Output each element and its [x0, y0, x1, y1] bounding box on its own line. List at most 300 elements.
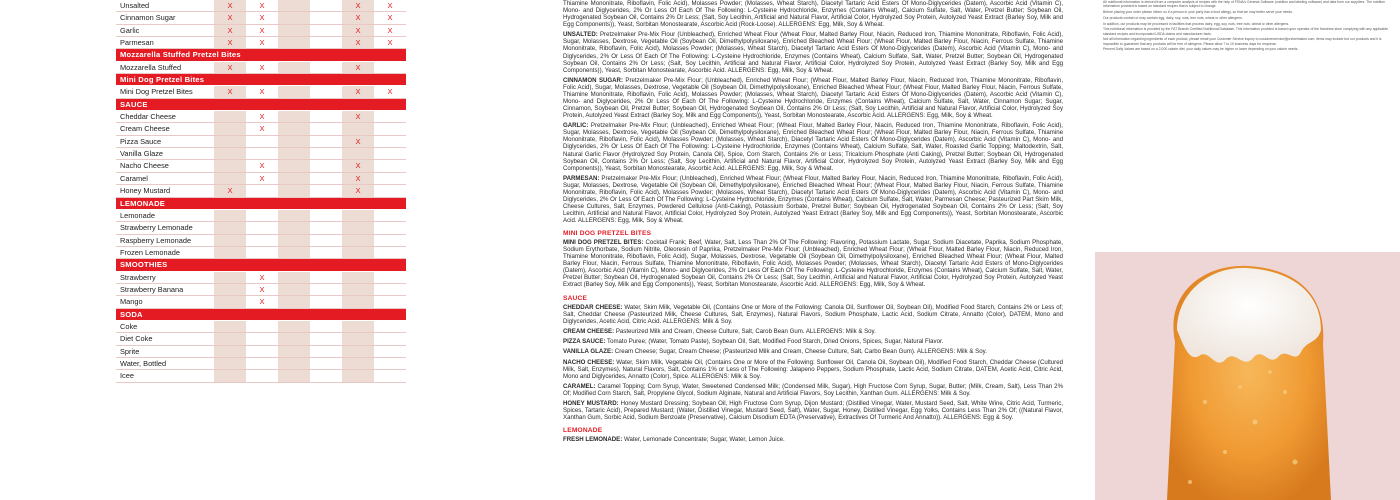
matrix-column-cell — [278, 160, 310, 171]
matrix-column-cell — [310, 333, 342, 344]
matrix-column-cell — [310, 74, 342, 85]
matrix-column-cell — [214, 123, 246, 134]
matrix-column-cell — [342, 247, 374, 258]
matrix-row-label: SODA — [120, 309, 143, 319]
ingredient-product-name: PIZZA SAUCE: — [563, 338, 606, 346]
matrix-column-cell — [278, 86, 310, 97]
matrix-row-label: Cheddar Cheese — [120, 112, 176, 122]
matrix-column-cell — [342, 346, 374, 357]
matrix-column-cell — [214, 333, 246, 344]
matrix-row-label: Water, Bottled — [120, 358, 167, 368]
matrix-row — [116, 136, 406, 148]
allergen-x-mark: X — [355, 38, 361, 48]
allergen-x-mark: X — [259, 173, 265, 183]
matrix-row-label: SAUCE — [120, 99, 148, 109]
matrix-row — [116, 148, 406, 160]
matrix-column-cell — [374, 136, 406, 147]
ingredient-paragraph — [563, 328, 1063, 335]
matrix-column-cell — [214, 321, 246, 332]
ingredient-product-name: PARMESAN: — [563, 174, 600, 182]
matrix-column-cell — [278, 62, 310, 73]
matrix-row-label: Raspberry Lemonade — [120, 235, 192, 245]
matrix-column-cell — [310, 284, 342, 295]
disclaimer-paragraph: Our products contain or may contain egg, dairy, soy, nuts, tree nuts, wheat or other allergens. — [1103, 15, 1243, 20]
matrix-column-cell — [214, 148, 246, 159]
matrix-column-cell — [374, 272, 406, 283]
pretzel-bites-ingredients — [563, 31, 1063, 224]
lemonade-ingredients — [563, 436, 1063, 443]
matrix-column-cell — [246, 99, 278, 110]
matrix-column-cell — [374, 123, 406, 134]
matrix-row — [116, 358, 406, 370]
matrix-column-cell — [246, 321, 278, 332]
matrix-column-cell — [214, 235, 246, 246]
matrix-column-cell — [278, 210, 310, 221]
allergen-x-mark: X — [259, 284, 265, 294]
matrix-row-label: Icee — [120, 371, 134, 381]
matrix-column-cell — [214, 284, 246, 295]
matrix-row — [116, 25, 406, 37]
ingredient-list-text: Pasteurized Milk and Cream, Cheese Culture, Salt, Carob Bean Gum. ALLERGENS: Milk & Soy. — [614, 327, 876, 335]
allergen-x-mark: X — [259, 13, 265, 23]
matrix-column-cell — [246, 333, 278, 344]
allergen-x-mark: X — [355, 136, 361, 146]
matrix-column-cell — [278, 284, 310, 295]
matrix-column-cell — [310, 123, 342, 134]
matrix-row-label: Parmesan — [120, 38, 154, 48]
matrix-column-cell — [310, 346, 342, 357]
matrix-column-cell — [278, 123, 310, 134]
matrix-column-cell — [246, 74, 278, 85]
matrix-row-label: Mozzarella Stuffed Pretzel Bites — [120, 50, 241, 60]
matrix-column-cell — [214, 346, 246, 357]
matrix-column-cell — [278, 198, 310, 209]
matrix-column-cell — [342, 222, 374, 233]
matrix-column-cell — [246, 247, 278, 258]
allergen-x-mark: X — [387, 25, 393, 35]
matrix-column-cell — [278, 259, 310, 270]
matrix-row — [116, 296, 406, 308]
matrix-column-cell — [374, 185, 406, 196]
ingredient-product-name: NACHO CHEESE: — [563, 358, 615, 366]
matrix-column-cell — [310, 272, 342, 283]
matrix-column-cell — [342, 321, 374, 332]
matrix-row-label: Mango — [120, 297, 143, 307]
matrix-column-cell — [278, 370, 310, 381]
ingredient-paragraph — [563, 359, 1063, 380]
matrix-column-cell — [214, 358, 246, 369]
matrix-column-cell — [342, 358, 374, 369]
allergen-x-mark: X — [259, 161, 265, 171]
matrix-column-cell — [374, 198, 406, 209]
matrix-column-cell — [214, 198, 246, 209]
ingredient-paragraph — [563, 77, 1063, 119]
ingredient-product-name: FRESH LEMONADE: — [563, 436, 623, 444]
matrix-row — [116, 12, 406, 24]
allergen-x-mark: X — [355, 112, 361, 122]
matrix-column-cell — [310, 185, 342, 196]
allergen-x-mark: X — [227, 1, 233, 10]
matrix-column-cell — [278, 296, 310, 307]
allergen-x-mark: X — [355, 173, 361, 183]
matrix-column-cell — [342, 259, 374, 270]
matrix-column-cell — [214, 136, 246, 147]
matrix-column-cell — [246, 346, 278, 357]
ingredient-list-text: Pretzelmaker Pre-Mix Flour (Unbleached), Enriched Wheat Flour (Wheat Flour, Malted Barley Flour, Niacin, Reduced Iron, Thiamine Mononitrate, Riboflavin, Folic Acid), Sugar, Molasses, Dextrose, Vegetable Oil (Soybean Oil, Dimethylpolysiloxane), Enriched Bleached Wheat Flour; (Wheat Flour, Malted Barley Flour, Niacin, Ferrous Sulfate, Thiamine Mononitrate, Riboflavin, Folic Acid), Molasses Powder; (Molasses, Wheat Starch), Diacetyl Tartaric Acid Esters Of Mono-Diglycerides (Datem), Ascorbic Acid (Vitamin C), Mono- and Diglycerides, 2% Or Less Of Each Of The Following: L-Cysteine Hydrochloride, Enzymes (Contains Wheat), Calcium Sulfate, Salt, Water, Pretzel Butter; Soybean Oil, Hydrogenated Soybean Oil, Contains 2% Or Less; (Salt, Soy Lecithin, Artificial and Natural Flavor, Artificial Color, Hydrolyzed Soy Protein, Autolyzed Yeast Extract (Barley Soy, Milk and Egg Components)), Yeast, Sorbitan Monostearate, Ascorbic Acid. ALLERGENS: Egg, Milk, Soy & Wheat. — [563, 31, 1063, 74]
matrix-column-cell — [214, 247, 246, 258]
matrix-column-cell — [342, 198, 374, 209]
matrix-column-cell — [246, 370, 278, 381]
ingredient-product-name: CHEDDAR CHEESE: — [563, 303, 623, 311]
matrix-column-cell — [342, 74, 374, 85]
matrix-row-label: Strawberry Banana — [120, 284, 184, 294]
matrix-column-cell — [342, 49, 374, 60]
ingredient-paragraph — [563, 348, 1063, 355]
matrix-column-cell — [278, 173, 310, 184]
disclaimer-paragraph: Before placing your order please inform us if a person in your party has a food allergy, so that we may better serve your needs. — [1103, 10, 1293, 14]
ingredient-list-text: Tomato Puree; (Water, Tomato Paste), Soybean Oil, Salt, Modified Food Starch, Dried Onions, Spices, Sugar, Natural Flavor. — [605, 338, 944, 346]
matrix-column-cell — [310, 148, 342, 159]
ingredient-continuation: Thiamine Mononitrate, Riboflavin, Folic Acid), Molasses Powder; (Molasses, Wheat Starch), Diacetyl Tartaric Acid Esters Of Mono-Diglycerides (Datem), Ascorbic Acid (Vitamin C), Mono- and Diglycerides, 2% Or Less Of Each Of The Following: L-Cysteine Hydrochloride, Enzymes (Contains Wheat), Calcium Sulfate, Salt, Water, Pretzel Butter; Soybean Oil, Hydrogenated Soybean Oil, Contains 2% Or Less; (Salt, Soy Lecithin, Artificial and Natural Flavor, Artificial Color, Hydrolyzed Soy Protein, Autolyzed Yeast Extract (Barley Soy, Milk and Egg Components)), Yeast, Sorbitan Monostearate, Ascorbic Acid (Rock-Loose). ALLERGENS: Egg, Milk, Soy & Wheat. — [563, 0, 1063, 29]
matrix-column-cell — [278, 185, 310, 196]
matrix-column-cell — [246, 198, 278, 209]
matrix-column-cell — [214, 296, 246, 307]
ingredient-paragraph — [563, 400, 1063, 421]
matrix-column-cell — [246, 222, 278, 233]
matrix-column-cell — [214, 160, 246, 171]
matrix-column-cell — [214, 370, 246, 381]
matrix-column-cell — [278, 25, 310, 36]
matrix-row — [116, 346, 406, 358]
matrix-row — [116, 37, 406, 49]
allergen-x-mark: X — [355, 62, 361, 72]
ingredient-paragraph — [563, 436, 1063, 443]
ingredient-list-text: Honey Mustard Dressing; Soybean Oil, High Fructose Corn Syrup, Dijon Mustard; (Distilled Vinegar, Water, Mustard Seed, Salt, White Wine, Citric Acid, Turmeric, Spices, Tartaric Acid), Prepared Mustard; (Water, Distilled Vinegar, Mustard Seed, Salt), Water, Sugar, Honey, Distilled Vinegar, Egg Yolks, Contains Less Than 2% Of; ((Natural Flavor, Xanthan Gum, Sorbic Acid, Sodium Benzoate (Preservative), Calcium Disodium EDTA (Preservative), Extractives Of Turmeric And Annatto)). ALLERGENS: Egg & Soy. — [563, 400, 1063, 422]
matrix-column-cell — [278, 235, 310, 246]
ingredient-list-text: Pretzelmaker Pre-Mix Flour; (Unbleached), Enriched Wheat Flour; (Wheat Flour, Malted Barley Flour, Niacin, Reduced Iron, Thiamine Mononitrate, Riboflavin, Folic Acid), Sugar, Molasses, Dextrose, Vegetable Oil (Soybean Oil, Dimethylpolysiloxane), Enriched Bleached Wheat Flour; (Wheat Flour, Malted Barley Flour, Niacin, Ferrous Sulfate, Thiamine Mononitrate, Riboflavin, Folic Acid), Molasses Powder; (Molasses, Wheat Starch), Diacetyl Tartaric Acid Esters Of Mono-Diglycerides (Datem), Ascorbic Acid (Vitamin C), Mono- and Diglycerides, 2% Or Less Of Each Of The Following: L-Cysteine Hydrochloride, Enzymes (Contains Wheat), Calcium Sulfate, Salt, Water, Roasted Garlic Topping; Maltodextrin, Salt, Natural Garlic Flavor (Hydrolyzed Soy Protein, Canola Oil), Spice, Corn Starch, Contains 2% or Less; Tricalcium Phosphate (Anti Caking), Pretzel Butter; Soybean Oil, Hydrogenated Soybean Oil, Contains 2% Or Less; (Salt, Soy Lecithin, Artificial and Natural Flavor, Artificial Color, Hydrolyzed Soy Protein, Autolyzed Yeast Extract (Barley Soy, Milk and Egg Components)), Yeast, Sorbitan Monostearate, Ascorbic Acid. ALLERGENS: Egg, Milk, Soy & Wheat. — [563, 122, 1063, 172]
matrix-column-cell — [374, 296, 406, 307]
allergen-x-mark: X — [259, 112, 265, 122]
ingredient-list-text: Water, Skim Milk, Vegetable Oil, (Contains One or More of the Following: Canola Oil, Sunflower Oil, Soybean Oil), Modified Food Starch, Contains 2% or Less of; Salt, Cheddar Cheese (Pasteurized Milk, Cheese Cultures, Salt, Enzymes), Natural Flavors, Sodium Phosphate, Lactic Acid, Sodium Citrate, Annatto (Color), DATEM, Mono and Diglycerides, Acetic Acid, Citric Acid. ALLERGENS: Milk & Soy. — [563, 303, 1063, 325]
ingredient-product-name: UNSALTED: — [563, 31, 598, 39]
ingredient-list-text: Cocktail Frank; Beef, Water, Salt, Less Than 2% Of The Following: Flavoring, Potassium Lactate, Sugar, Sodium Diacetate, Paprika, Sodium Phosphate, Sodium Erythorbate, Sodium Nitrite, Oleoresin of Paprika, Pretzelmaker Pre-Mix Flour; (Unbleached), Enriched Wheat Flour; (Wheat Flour, Malted Barley Flour, Niacin, Reduced Iron, Thiamine Mononitrate, Riboflavin, Folic Acid), Sugar, Molasses, Dextrose, Vegetable Oil (Soybean Oil, Dimethylpolysiloxane), Enriched Bleached Wheat Flour; (Wheat Flour, Malted Barley Flour, Niacin, Ferrous Sulfate, Thiamine Mononitrate, Riboflavin, Folic Acid), Molasses Powder; (Molasses, Wheat Starch), Diacetyl Tartaric Acid Esters of Mono-Diglycerides (Datem), Ascorbic Acid (Vitamin C), Mono- and Diglycerides, 2% Or Less Of Each Of The Following: L-Cysteine Hydrochloride, Enzymes (Contains Wheat), Calcium Sulfate, Salt, Water, Pretzel Butter; Soybean Oil, Hydrogenated Soybean Oil, Contains 2% Or Less; (Salt, Soy Lecithin, Artificial and Natural Flavor, Artificial Color, Hydrolyzed Soy Protein, Autolyzed Yeast Extract (Barley Soy, Milk and Egg Components)), Yeast, Sorbitan Monostearate, Ascorbic Acid. ALLERGENS: Egg, Milk, Soy & Wheat. — [563, 239, 1063, 289]
matrix-column-cell — [374, 259, 406, 270]
matrix-column-cell — [374, 309, 406, 320]
matrix-row-label: SMOOTHIES — [120, 260, 168, 270]
matrix-row — [116, 235, 406, 247]
allergen-x-mark: X — [227, 38, 233, 48]
matrix-row-label: Sprite — [120, 346, 140, 356]
glazed-pretzel-bite-image — [1095, 252, 1400, 500]
disclaimer-notes — [1103, 0, 1390, 53]
allergen-x-mark: X — [355, 186, 361, 196]
allergen-x-mark: X — [387, 38, 393, 48]
ingredient-paragraph — [563, 304, 1063, 325]
ingredient-paragraph — [563, 122, 1063, 171]
matrix-column-cell — [246, 136, 278, 147]
allergen-x-mark: X — [355, 13, 361, 23]
allergen-x-mark: X — [227, 186, 233, 196]
disclaimer-paragraph: In addition, our products may be processed in facilities that process dairy, egg, soy, nuts, tree nuts, wheat or other allergens. — [1103, 21, 1290, 26]
allergen-x-mark: X — [259, 1, 265, 10]
matrix-row-label: Coke — [120, 321, 138, 331]
matrix-column-cell — [374, 210, 406, 221]
matrix-row-label: Mini Dog Pretzel Bites — [120, 87, 193, 97]
matrix-row-label: Honey Mustard — [120, 186, 171, 196]
matrix-column-cell — [374, 370, 406, 381]
matrix-column-cell — [278, 12, 310, 23]
matrix-column-cell — [310, 321, 342, 332]
matrix-column-cell — [278, 346, 310, 357]
ingredient-list-text: Pretzelmaker Pre-Mix Flour; (Unbleached), Enriched Wheat Flour; (Wheat Flour, Malted Barley Flour, Niacin, Reduced Iron, Thiamine Mononitrate, Riboflavin, Folic Acid), Sugar, Molasses, Dextrose, Vegetable Oil (Soybean Oil, Dimethylpolysiloxane), Enriched Bleached Wheat Flour; (Wheat Flour, Malted Barley Flour, Niacin, Ferrous Sulfate, Thiamine Mononitrate, Riboflavin, Folic Acid), Molasses Powder; (Molasses, Wheat Starch), Diacetyl Tartaric Acid Esters Of Mono-Diglycerides (Datem), Ascorbic Acid (Vitamin C), Mono- and Diglycerides, 2% Or Less Of Each Of The Following: L-Cysteine Hydrochloride, Enzymes (Contains Wheat), Calcium Sulfate, Salt, Water, Parmesan Cheese; Pasteurized Part Skim Milk, Cheese Cultures, Salt, Enzymes, Powdered Cellulose (Anti-Caking), Potassium Sorbate, Pretzel Butter; Soybean Oil, Hydrogenated Soybean Oil, Contains 2% Or Less; (Salt, Soy Lecithin, Artificial and Natural Flavor, Artificial Color, Hydrolyzed Soy Protein, Autolyzed Yeast Extract (Barley Soy, Milk and Egg Components)), Yeast, Sorbitan Monostearate, Ascorbic Acid. ALLERGENS: Egg, Milk, Soy & Wheat. — [563, 174, 1063, 225]
matrix-column-cell — [374, 333, 406, 344]
matrix-row-label: Cream Cheese — [120, 124, 170, 134]
matrix-column-cell — [246, 185, 278, 196]
matrix-column-cell — [310, 136, 342, 147]
matrix-column-cell — [310, 247, 342, 258]
matrix-column-cell — [278, 247, 310, 258]
matrix-column-cell — [278, 148, 310, 159]
matrix-column-cell — [310, 235, 342, 246]
matrix-column-cell — [310, 309, 342, 320]
ingredient-product-name: CARAMEL: — [563, 382, 596, 390]
allergen-x-mark: X — [387, 87, 393, 97]
matrix-column-cell — [278, 37, 310, 48]
matrix-column-cell — [374, 111, 406, 122]
section-heading-sauce: SAUCE — [563, 294, 588, 302]
matrix-column-cell — [278, 74, 310, 85]
ingredient-paragraph — [563, 383, 1063, 397]
matrix-column-cell — [246, 259, 278, 270]
allergen-x-mark: X — [355, 87, 361, 97]
matrix-column-cell — [374, 99, 406, 110]
matrix-column-cell — [374, 74, 406, 85]
matrix-column-cell — [246, 49, 278, 60]
matrix-column-cell — [246, 358, 278, 369]
allergen-x-mark: X — [227, 87, 233, 97]
matrix-column-cell — [342, 296, 374, 307]
matrix-column-cell — [310, 0, 342, 11]
matrix-row — [116, 247, 406, 259]
matrix-column-cell — [278, 0, 310, 11]
ingredient-product-name: CINNAMON SUGAR: — [563, 76, 623, 84]
matrix-column-cell — [374, 247, 406, 258]
ingredient-paragraph — [563, 239, 1063, 288]
matrix-column-cell — [214, 74, 246, 85]
matrix-row-label: Mozzarella Stuffed — [120, 62, 182, 72]
matrix-column-cell — [374, 358, 406, 369]
matrix-row-label: Vanilla Glaze — [120, 149, 163, 159]
matrix-row-label: Nacho Cheese — [120, 161, 169, 171]
matrix-column-cell — [342, 272, 374, 283]
disclaimer-paragraph: This nutritional information is provided by the FAT Brands Certified Nutritional Database. This information provided is based upon operator of the franchise store complying with any applicable standard recipes and incorporated USDA claims and manufacturer facts. — [1103, 27, 1388, 36]
matrix-row — [116, 86, 406, 98]
ingredient-product-name: VANILLA GLAZE: — [563, 348, 614, 356]
matrix-section-header — [116, 309, 406, 321]
matrix-column-cell — [278, 49, 310, 60]
matrix-column-cell — [310, 210, 342, 221]
matrix-column-cell — [374, 62, 406, 73]
matrix-column-cell — [310, 37, 342, 48]
matrix-column-cell — [246, 235, 278, 246]
matrix-column-cell — [278, 333, 310, 344]
matrix-column-cell — [214, 309, 246, 320]
matrix-column-cell — [374, 222, 406, 233]
matrix-column-cell — [278, 358, 310, 369]
ingredient-product-name: MINI DOG PRETZEL BITES: — [563, 239, 644, 247]
matrix-column-cell — [246, 210, 278, 221]
matrix-row-label: Cinnamon Sugar — [120, 13, 176, 23]
allergen-x-mark: X — [227, 25, 233, 35]
matrix-column-cell — [214, 173, 246, 184]
matrix-column-cell — [214, 222, 246, 233]
allergen-x-mark: X — [259, 272, 265, 282]
matrix-column-cell — [342, 235, 374, 246]
matrix-column-cell — [310, 222, 342, 233]
allergen-x-mark: X — [387, 13, 393, 23]
matrix-column-cell — [374, 284, 406, 295]
matrix-column-cell — [214, 272, 246, 283]
allergen-x-mark: X — [259, 124, 265, 134]
matrix-column-cell — [214, 259, 246, 270]
matrix-row — [116, 173, 406, 185]
matrix-column-cell — [310, 99, 342, 110]
matrix-column-cell — [246, 148, 278, 159]
matrix-section-header — [116, 49, 406, 61]
section-heading-mini-dog: MINI DOG PRETZEL BITES — [563, 230, 652, 238]
matrix-column-cell — [374, 148, 406, 159]
matrix-row — [116, 284, 406, 296]
matrix-column-cell — [278, 99, 310, 110]
allergen-x-mark: X — [259, 25, 265, 35]
ingredient-product-name: HONEY MUSTARD: — [563, 400, 619, 408]
matrix-section-header — [116, 259, 406, 271]
allergen-x-mark: X — [259, 297, 265, 307]
matrix-column-cell — [278, 272, 310, 283]
matrix-row-label: Pizza Sauce — [120, 136, 162, 146]
matrix-section-header — [116, 99, 406, 111]
allergen-x-mark: X — [355, 161, 361, 171]
matrix-column-cell — [310, 25, 342, 36]
matrix-column-cell — [214, 111, 246, 122]
disclaimer-paragraph: Percent Daily Values are based on a 2,000 calorie diet, your daily values may be higher or lower depending on your calorie needs. — [1103, 47, 1299, 52]
matrix-column-cell — [374, 321, 406, 332]
matrix-row-label: Unsalted — [120, 1, 150, 10]
matrix-column-cell — [214, 99, 246, 110]
allergen-x-mark: X — [355, 25, 361, 35]
matrix-column-cell — [310, 259, 342, 270]
matrix-row — [116, 272, 406, 284]
matrix-row-label: Mini Dog Pretzel Bites — [120, 75, 205, 85]
matrix-column-cell — [310, 198, 342, 209]
ingredient-product-name: CREAM CHEESE: — [563, 327, 615, 335]
matrix-column-cell — [278, 222, 310, 233]
matrix-row — [116, 123, 406, 135]
ingredient-paragraph — [563, 31, 1063, 73]
disclaimer-paragraph: Not all information regarding ingredients of each product, please email your Customer Service inquiry to customerservice@pretzelmaker.com, items may include but our products and it is impossible to guarantee that any products will be free of allergens. Please allow 7 to 10 business days for response. — [1103, 37, 1382, 46]
allergen-x-mark: X — [387, 1, 393, 10]
ingredient-list-text: Cream Cheese; Sugar, Cream Cheese; (Pasteurized Milk and Cream, Cheese Culture, Salt, Carbo Bean Gum). ALLERGENS: Milk & Soy. — [613, 348, 987, 356]
matrix-row — [116, 62, 406, 74]
matrix-row — [116, 160, 406, 172]
matrix-column-cell — [374, 235, 406, 246]
matrix-column-cell — [342, 370, 374, 381]
ingredient-product-name: GARLIC: — [563, 122, 589, 130]
matrix-column-cell — [310, 160, 342, 171]
matrix-row — [116, 222, 406, 234]
matrix-column-cell — [310, 111, 342, 122]
ingredient-list-text: Water, Lemonade Concentrate; Sugar, Water, Lemon Juice. — [622, 436, 785, 444]
allergen-x-mark: X — [227, 13, 233, 23]
matrix-column-cell — [310, 12, 342, 23]
matrix-column-cell — [278, 136, 310, 147]
matrix-column-cell — [374, 160, 406, 171]
matrix-column-cell — [342, 333, 374, 344]
ingredient-paragraph — [563, 175, 1063, 224]
matrix-row — [116, 185, 406, 197]
matrix-column-cell — [374, 49, 406, 60]
matrix-row — [116, 321, 406, 333]
matrix-row-label: Strawberry — [120, 272, 156, 282]
allergen-x-mark: X — [259, 87, 265, 97]
matrix-column-cell — [310, 173, 342, 184]
matrix-column-cell — [374, 173, 406, 184]
ingredient-paragraph — [563, 338, 1063, 345]
matrix-row-label: LEMONADE — [120, 198, 166, 208]
matrix-column-cell — [310, 370, 342, 381]
matrix-column-cell — [310, 62, 342, 73]
matrix-column-cell — [214, 210, 246, 221]
mini-dog-ingredients — [563, 239, 1063, 288]
matrix-column-cell — [278, 111, 310, 122]
matrix-row — [116, 210, 406, 222]
allergen-matrix — [116, 0, 406, 383]
matrix-column-cell — [278, 309, 310, 320]
allergen-x-mark: X — [259, 38, 265, 48]
matrix-row-label: Lemonade — [120, 210, 155, 220]
allergen-x-mark: X — [259, 62, 265, 72]
ingredient-list-text: Pretzelmaker Pre-Mix Flour; (Unbleached), Enriched Wheat Flour; (Wheat Flour, Malted Barley Flour, Niacin, Reduced Iron, Thiamine Mononitrate, Riboflavin, Folic Acid), Sugar, Molasses, Dextrose, Vegetable Oil (Soybean Oil, Dimethylpolysiloxane), Enriched Bleached Wheat Flour; (Wheat Flour, Malted Barley Flour, Niacin, Ferrous Sulfate, Thiamine Mononitrate, Riboflavin, Folic Acid), Molasses Powder; (Molasses, Wheat Starch), Diacetyl Tartaric Acid Esters Of Mono-Diglycerides (Datem), Ascorbic Acid (Vitamin C), Mono- and Diglycerides, 2% Or Less Of Each Of The Following: L-Cysteine Hydrochloride, Enzymes (Contains Wheat), Calcium Sulfate, Salt, Water, Cinnamon Sugar; Sugar, Cinnamon, Soybean Oil, Pretzel Butter; Soybean Oil, Hydrogenated Soybean Oil, Contains 2% Or Less; (Salt, Soy Lecithin, Artificial and Natural Flavor, Artificial Color, Hydrolyzed Soy Protein, Autolyzed Yeast Extract (Barley Soy, Milk and Egg Components)), Yeast, Sorbitan Monostearate, Ascorbic Acid. ALLERGENS: Egg, Milk, Soy & Wheat. — [563, 76, 1064, 120]
product-photo-panel — [1095, 252, 1400, 500]
ingredient-list-text: Caramel Topping; Corn Syrup, Water, Sweetened Condensed Milk; (Condensed Milk, Sugar), High Fructose Corn Syrup, Sugar, Butter; (Milk, Cream, Salt), Less Than 2% Of; Modified Corn Starch, Salt, Propylene Glycol, Sodium Alginate, Natural and Artificial Flavors, Soy Lecithin, Xanthan Gum. ALLERGENS: Milk & Soy. — [563, 382, 1063, 397]
matrix-column-cell — [374, 346, 406, 357]
matrix-column-cell — [342, 123, 374, 134]
matrix-row-label: Frozen Lemonade — [120, 247, 180, 257]
matrix-row-label: Caramel — [120, 173, 148, 183]
matrix-column-cell — [310, 358, 342, 369]
disclaimer-paragraph: All nutritional information is derived from a computer analysis of recipes with the help of FSNA's Genesis Software (nutrition and labeling software) and data from our suppliers. The nutrition information provided is based on standard recipes that is subject to change. — [1103, 0, 1385, 9]
matrix-section-header — [116, 198, 406, 210]
matrix-section-header — [116, 74, 406, 86]
matrix-column-cell — [342, 210, 374, 221]
matrix-column-cell — [342, 148, 374, 159]
allergen-x-mark: X — [227, 62, 233, 72]
sauce-ingredients — [563, 304, 1063, 422]
section-heading-lemonade: LEMONADE — [563, 427, 603, 435]
matrix-row — [116, 370, 406, 382]
matrix-row — [116, 111, 406, 123]
matrix-row-label: Diet Coke — [120, 334, 153, 344]
ingredient-statements — [563, 0, 1063, 447]
allergen-x-mark: X — [355, 1, 361, 10]
matrix-row-label: Strawberry Lemonade — [120, 223, 193, 233]
matrix-column-cell — [342, 284, 374, 295]
matrix-column-cell — [342, 99, 374, 110]
matrix-row — [116, 0, 406, 12]
matrix-column-cell — [342, 309, 374, 320]
matrix-row-label: Garlic — [120, 25, 140, 35]
matrix-column-cell — [310, 86, 342, 97]
